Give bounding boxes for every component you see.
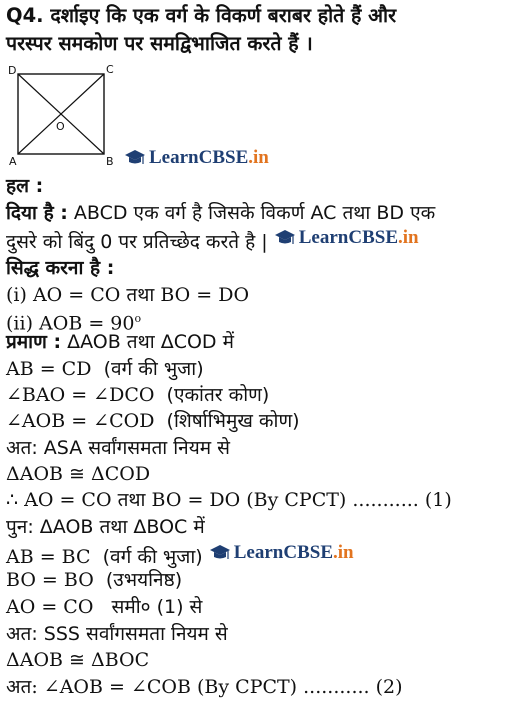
- prove-ii: (ii) AOB = $90^o$: [6, 312, 142, 335]
- step-10: AO = CO समी० (1) से: [6, 596, 203, 618]
- question-line-1: [6, 4, 396, 28]
- given-text-2: दुसरे को बिंदु 0 पर प्रतिच्छेद करते है |: [6, 231, 268, 253]
- label-a: A: [9, 155, 17, 168]
- square-diagram: [6, 64, 126, 168]
- step-4: अत: ASA सर्वांगसमता नियम से: [6, 437, 230, 459]
- solution-heading: हल :: [6, 175, 44, 197]
- step-2: ∠BAO = ∠DCO (एकांतर कोण): [6, 384, 270, 406]
- step-13: अत: ∠AOB = ∠COB (By CPCT) ........... (2): [6, 676, 403, 698]
- learncbse-logo-inline-2: LearnCBSE .in: [209, 541, 354, 565]
- question-line-2: [6, 32, 313, 56]
- step-3: ∠AOB = ∠COD (शिर्षाभिमुख कोण): [6, 410, 300, 432]
- step-8: AB = BC (वर्ग की भुजा) LearnCBSE .in: [6, 542, 354, 568]
- given-text: ABCD एक वर्ग है जिसके विकर्ण AC तथा BD एक: [73, 202, 436, 224]
- label-c: C: [106, 64, 114, 76]
- step-7: पुन: ΔAOB तथा ΔBOC में: [6, 516, 205, 538]
- label-o: O: [56, 120, 65, 133]
- step-5: ΔAOB ≅ ΔCOD: [6, 463, 151, 485]
- step-1: AB = CD (वर्ग की भुजा): [6, 358, 204, 380]
- proof-label: प्रमाण :: [6, 331, 62, 353]
- proof-intro-line: [6, 330, 234, 354]
- learncbse-logo: LearnCBSE .in: [124, 146, 269, 170]
- graduation-cap-icon: [124, 148, 146, 168]
- label-b: B: [106, 155, 114, 168]
- given-label: दिया है :: [6, 202, 68, 224]
- graduation-cap-icon: [209, 543, 231, 563]
- proof-intro: ΔAOB तथा ΔCOD में: [67, 331, 234, 353]
- step-12: ΔAOB ≅ ΔBOC: [6, 649, 150, 671]
- given-line-2: [6, 226, 419, 254]
- question-text-1: दर्शाइए कि एक वर्ग के विकर्ण बराबर होते हैं और: [50, 4, 397, 27]
- prove-i: (i) AO = CO तथा BO = DO: [6, 284, 250, 306]
- to-prove-label: सिद्ध करना है :: [6, 257, 115, 279]
- step-11: अत: SSS सर्वांगसमता नियम से: [6, 623, 228, 645]
- step-6: ∴ AO = CO तथा BO = DO (By CPCT) ........... (1): [6, 489, 452, 511]
- given-line: [6, 201, 435, 225]
- step-9: BO = BO (उभयनिष्ठ): [6, 569, 183, 591]
- label-d: D: [8, 64, 17, 77]
- question-text-2: परस्पर समकोण पर समद्विभाजित करते हैं ।: [6, 32, 313, 55]
- learncbse-logo-inline: LearnCBSE .in: [274, 226, 419, 250]
- graduation-cap-icon: [274, 228, 296, 248]
- question-number: Q4.: [6, 4, 44, 27]
